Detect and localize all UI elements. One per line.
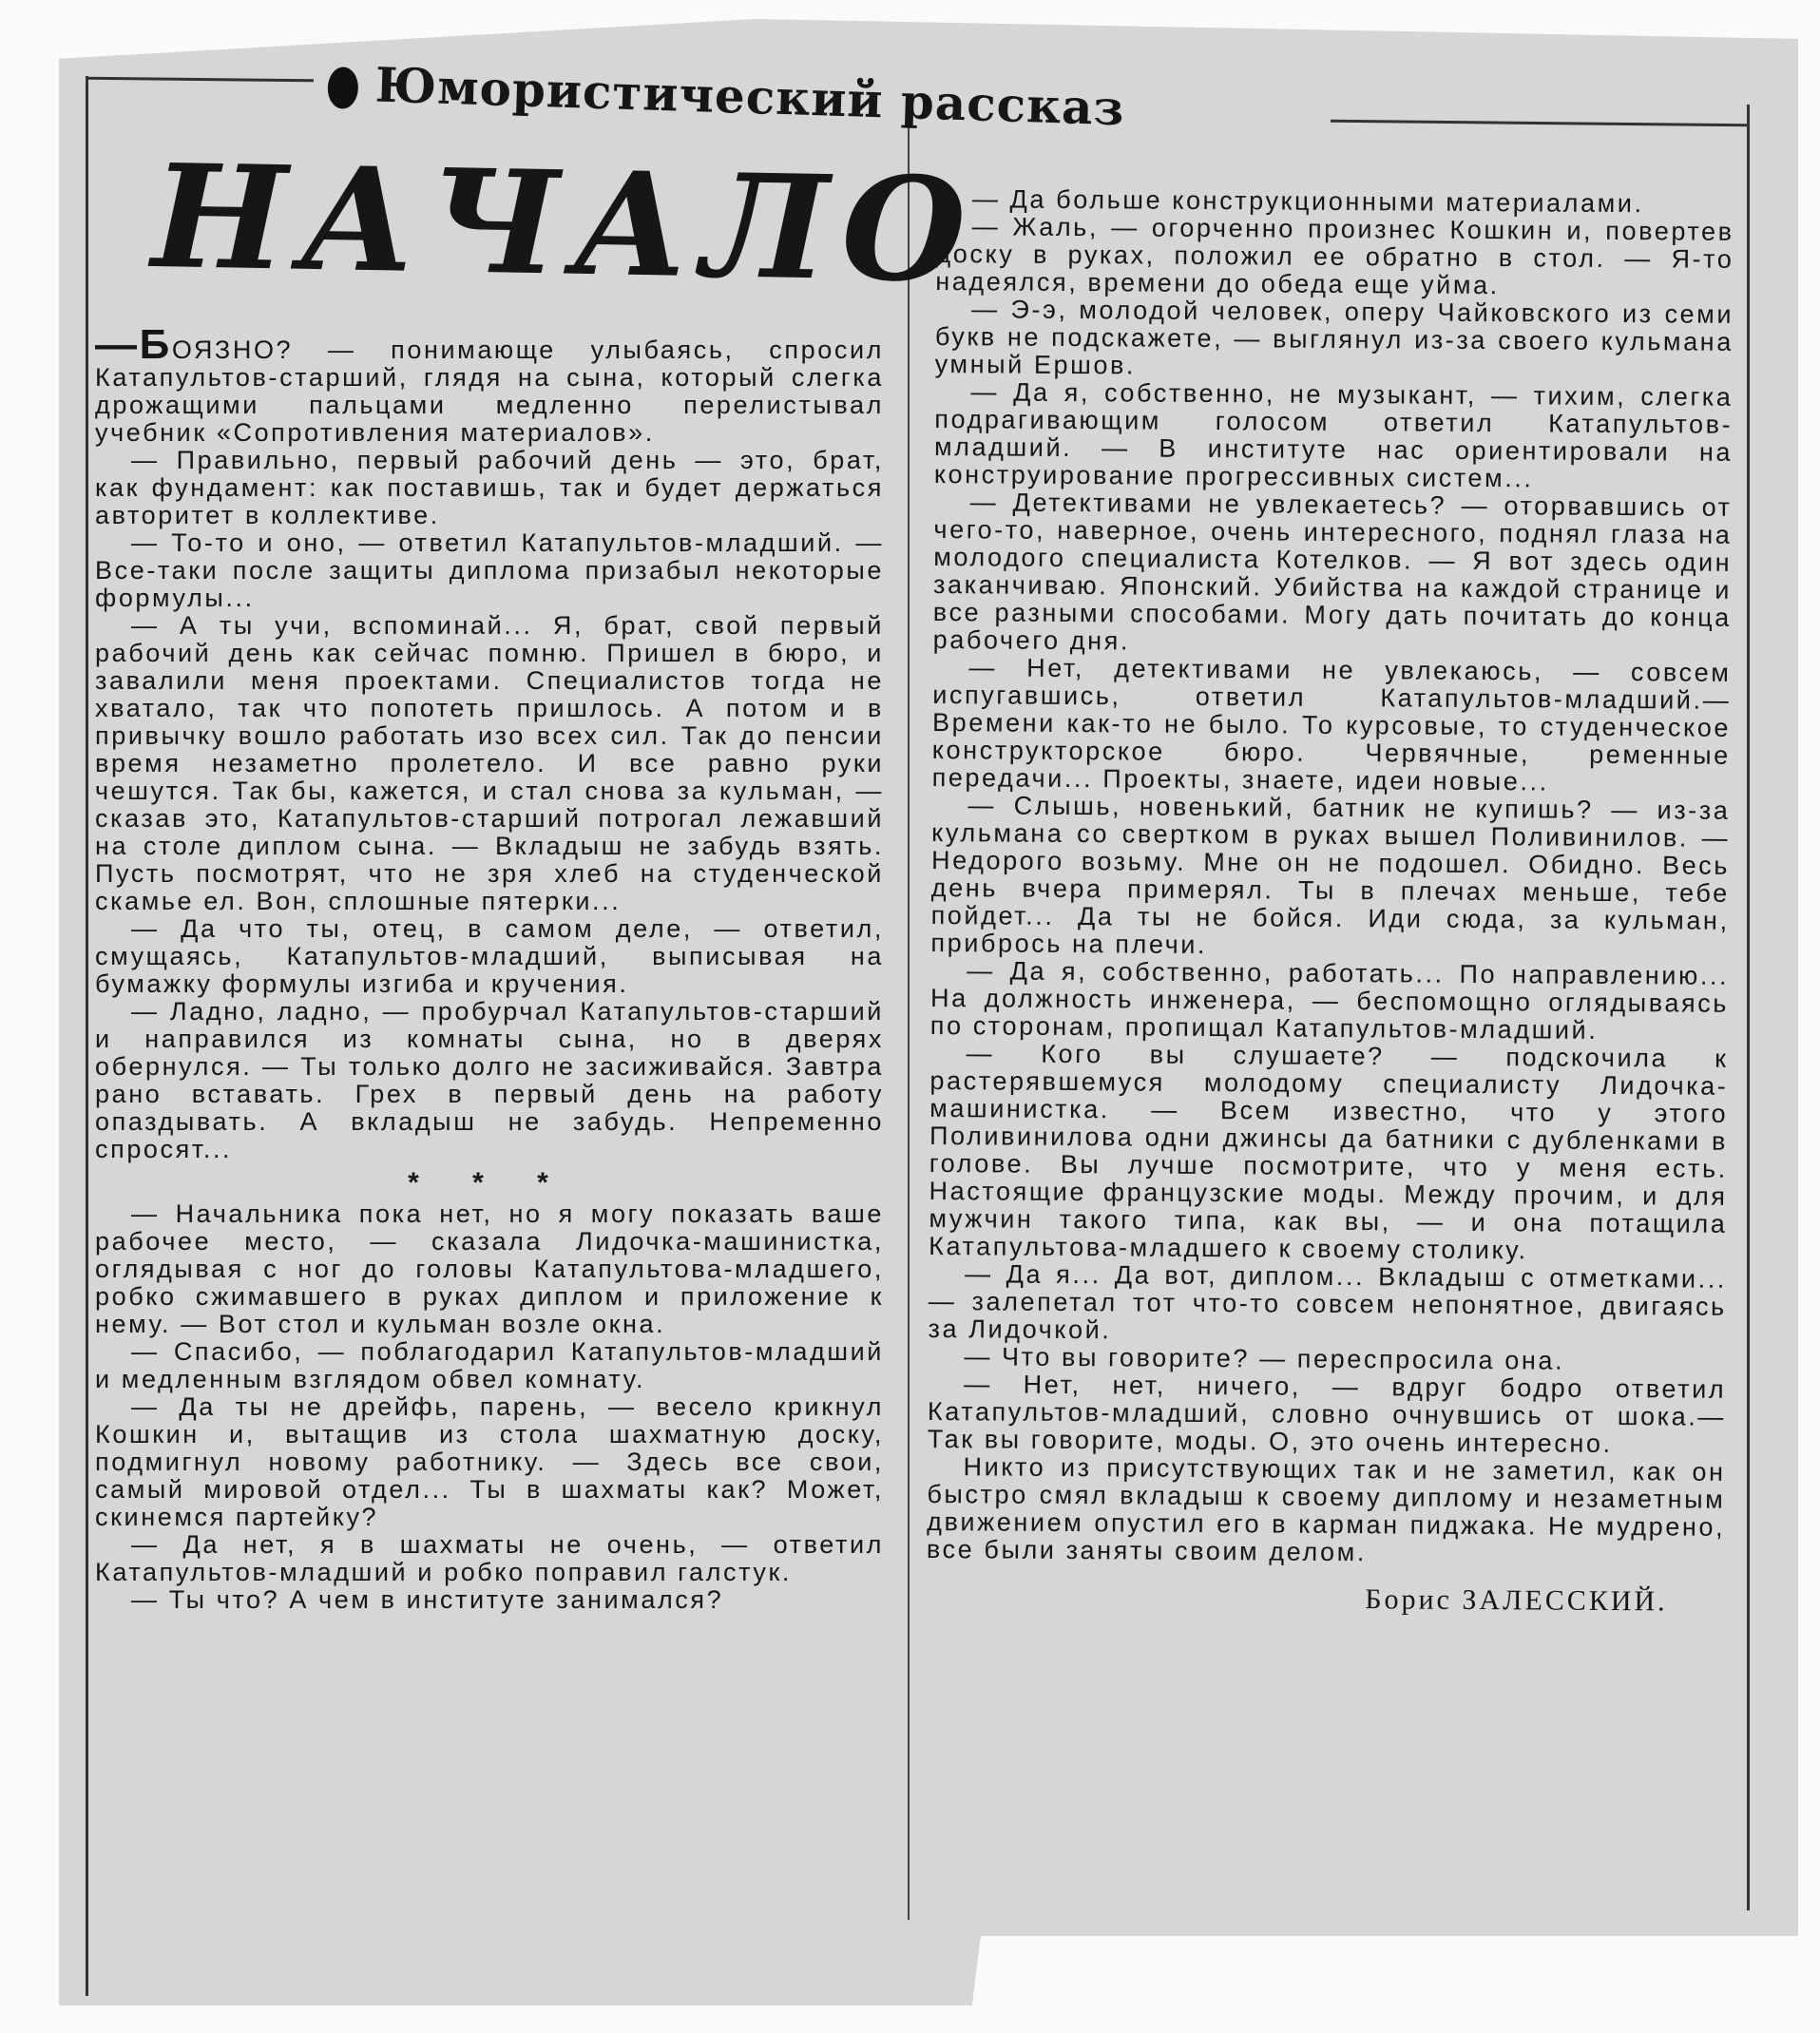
paragraph: — Да что ты, отец, в самом деле, — ответил, смущаясь, Катапультов-младший, выписывая на бумажку формулы изгиба и кручения.	[95, 914, 884, 998]
column-divider	[908, 95, 910, 1920]
paragraph: — Нет, нет, ничего, — вдруг бодро ответил Катапультов-младший, словно очнувшись от шока.— Так вы говорите, моды. О, это очень интересно.	[927, 1370, 1727, 1459]
paragraph: — Да ты не дрейфь, парень, — весело крикнул Кошкин и, вытащив из стола шахматную доску, подмигнул новому работнику. — Здесь все свои, самый мировой отдел... Ты в шахматы как? Может, скинемся партейку?	[95, 1392, 884, 1531]
paragraph: — Детективами не увлекаетесь? — оторвавшись от чего-то, наверное, очень интересного, поднял глаза на молодого специалиста Котелков. — Я вот здесь один заканчиваю. Японский. Убийства на каждой странице и все разными способами. Могу дать почитать до конца рабочего дня.	[932, 488, 1733, 656]
paragraph: — Нет, детективами не увлекаюсь, — совсем испугавшись, ответил Катапультов-младший.— Времени как-то не было. То курсовые, то студенческое конструкторское бюро. Червячные, ременные передачи... Проекты, знаете, идеи новые...	[931, 653, 1732, 796]
paragraph: — Спасибо, — поблагодарил Катапультов-младший и медленным взглядом обвел комнату.	[95, 1337, 884, 1393]
paragraph: — Да я, собственно, не музыкант, — тихим, слегка подрагивающим голосом ответил Катапультов-младший. — В институте нас ориентировали на конструирование прогрессивных систем...	[933, 377, 1734, 493]
paragraph: — Ты что? А чем в институте занимался?	[131, 1585, 724, 1614]
bullet-icon	[327, 67, 358, 109]
paragraph: — Правильно, первый рабочий день — это, брат, как фундамент: как поставишь, так и будет держаться авторитет в коллективе.	[95, 446, 884, 529]
paragraph: — Да я... Да вот, диплом... Вкладыш с отметками... — залепетал тот что-то совсем непонятное, двигаясь за Лидочкой.	[928, 1259, 1728, 1345]
paragraph: — Что вы говорите? — переспросила она.	[964, 1342, 1565, 1375]
paragraph: — То-то и оно, — ответил Катапультов-младший. — Все-таки после защиты диплома призабыл некоторые формулы...	[95, 528, 884, 612]
section-separator: * * *	[408, 1167, 571, 1199]
paragraph: — Жаль, — огорченно произнес Кошкин и, повертев доску в руках, положил ее обратно в стол. — Я-то надеялся, времени до обеда еще уйма.	[935, 212, 1734, 300]
paragraph: — А ты учи, вспоминай... Я, брат, свой первый рабочий день как сейчас помню. Пришел в бюро, и завалили меня проектами. Специалистов тогда не хватало, так что попотеть пришлось. А потом и в привычку вошло работать изо всех сил. Так до пенсии время незаметно пролетело. И все равно руки чешутся. Так бы, кажется, и стал снова за кульман, — сказав это, Катапультов-старший потрогал лежавший на столе диплом сына. — Вкладыш не забудь взять. Пусть посмотрят, что не зря хлеб на студенческой скамье ел. Вон, сплошные пятерки...	[95, 611, 884, 915]
paragraph: — Да нет, я в шахматы не очень, — ответил Катапультов-младший и робко поправил галстук.	[95, 1530, 884, 1586]
article-title: НАЧАЛО	[150, 133, 981, 316]
lead-paragraph	[95, 321, 884, 447]
lead-text: ОЯЗНО? — понимающе улыбаясь, спросил Катапультов-старший, глядя на сына, который слегка дрожащими пальцами медленно перелистывал учебник «Сопротивления материалов».	[95, 336, 884, 447]
paragraph: — Ладно, ладно, — пробурчал Катапультов-старший и направился из комнаты сына, но в дверях обернулся. — Ты только долго не засиживайся. Завтра рано вставать. Грех в первый день на работу опаздывать. А вкладыш не забудь. Непременно спросят...	[95, 997, 884, 1163]
paragraph: — Начальника пока нет, но я могу показать ваше рабочее место, — сказала Лидочка-машинистка, оглядывая с ног до головы Катапультова-младшего, робко сжимавшего в руках диплом и приложение к нему. — Вот стол и кульман возле окна.	[95, 1199, 884, 1338]
border-line-left	[86, 76, 88, 1996]
paragraph: Никто из присутствующих так и не заметил, как он быстро смял вкладыш к своему диплому и незаметным движением опустил его в карман пиджака. Не мудрено, все были заняты своим делом.	[926, 1452, 1726, 1567]
paragraph: — Кого вы слушаете? — подскочила к растерявшемуся молодому специалисту Лидочка-машинистка. — Всем известно, что у этого Поливинилова одни джинсы да батники с дубленками в голове. Вы лучше посмотрите, что у меня есть. Настоящие французские моды. Между прочим, и для мужчин такого типа, как вы, — и она потащила Катапультова-младшего к своему столику.	[929, 1039, 1729, 1265]
paragraph: — Э-э, молодой человек, оперу Чайковского из семи букв не подскажете, — выглянул из-за своего кульмана умный Ершов.	[934, 295, 1734, 380]
rubric-text: Юмористический рассказ	[374, 56, 1126, 137]
border-line-right	[1747, 105, 1750, 1910]
author-signature: Борис ЗАЛЕССКИЙ.	[1365, 1583, 1668, 1618]
left-column	[95, 321, 884, 1614]
paragraph: — Да больше конструкционными материалами.	[971, 184, 1644, 219]
drop-cap: —Б	[95, 321, 172, 368]
paragraph: — Да я, собственно, работать... По направлению... На должность инженера, — беспомощно оглядываясь по сторонам, пропищал Катапультов-младший.	[929, 956, 1730, 1045]
right-column	[927, 185, 1734, 1616]
paragraph: — Слышь, новенький, батник не купишь? — из-за кульмана со свертком в руках вышел Поливинилов. — Недорого возьму. Мне он не подошел. Обидно. Весь день вчера примерял. Ты в плечах меньше, тебе пойдет... Да ты не бойся. Иди сюда, за кульман, прибрось на плечи.	[930, 791, 1731, 960]
